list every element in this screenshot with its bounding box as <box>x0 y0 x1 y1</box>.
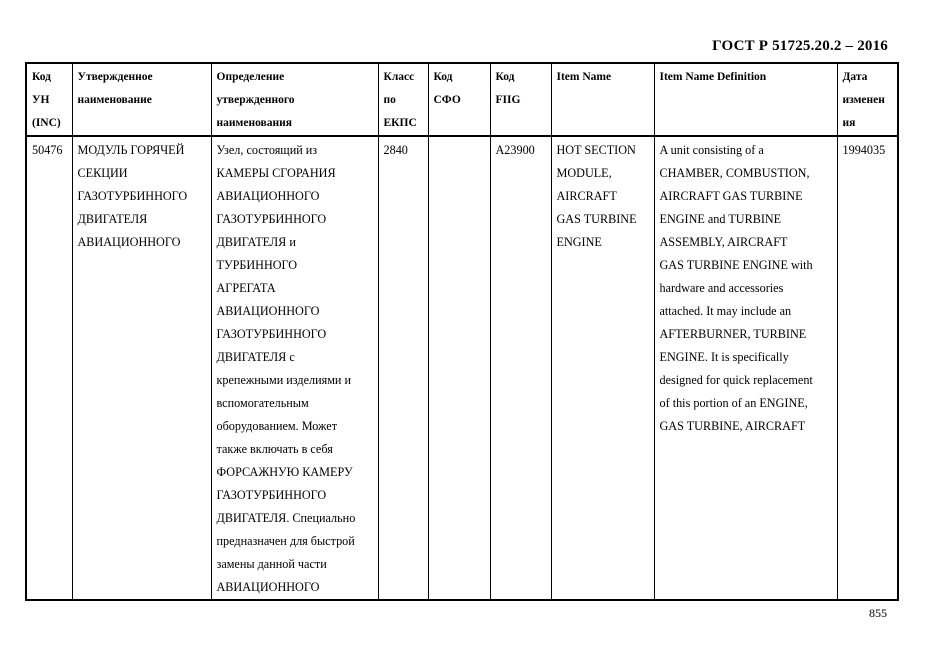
item-name-table <box>25 62 899 601</box>
cell-approved-name: МОДУЛЬ ГОРЯЧЕЙ СЕКЦИИ ГАЗОТУРБИННОГО ДВИГАТЕЛЯ АВИАЦИОННОГО <box>72 136 211 600</box>
header-inc: Код УН (INC) <box>26 63 72 136</box>
header-definition: Определение утвержденного наименования <box>211 63 378 136</box>
header-item-name-definition: Item Name Definition <box>654 63 837 136</box>
cell-change-date: 1994035 <box>837 136 898 600</box>
header-approved-name: Утвержденное наименование <box>72 63 211 136</box>
cell-ekps-class: 2840 <box>378 136 428 600</box>
page-number: 855 <box>869 606 887 620</box>
document-number: ГОСТ Р 51725.20.2 – 2016 <box>712 38 888 54</box>
cell-definition: Узел, состоящий из КАМЕРЫ СГОРАНИЯ АВИАЦИОННОГО ГАЗОТУРБИННОГО ДВИГАТЕЛЯ и ТУРБИННОГО АГРЕГАТА АВИАЦИОННОГО ГАЗОТУРБИННОГО ДВИГАТЕЛЯ с крепежными изделиями и вспомогательным оборудованием. Может также включать в себя ФОРСАЖНУЮ КАМЕРУ ГАЗОТУРБИННОГО ДВИГАТЕЛЯ. Специально предназначен для быстрой замены данной части АВИАЦИОННОГО <box>211 136 378 600</box>
cell-sfo-code <box>428 136 490 600</box>
header-change-date: Дата изменен ия <box>837 63 898 136</box>
table-row <box>26 136 898 600</box>
header-fiig-code: Код FIIG <box>490 63 551 136</box>
table-header-row <box>26 63 898 136</box>
header-sfo-code: Код СФО <box>428 63 490 136</box>
cell-item-name: HOT SECTION MODULE, AIRCRAFT GAS TURBINE ENGINE <box>551 136 654 600</box>
cell-inc: 50476 <box>26 136 72 600</box>
cell-item-name-definition: A unit consisting of a CHAMBER, COMBUSTION, AIRCRAFT GAS TURBINE ENGINE and TURBINE ASSEMBLY, AIRCRAFT GAS TURBINE ENGINE with hardware and accessories attached. It may include an AFTERBURNER, TURBINE ENGINE. It is specifically designed for quick replacement of this portion of an ENGINE, GAS TURBINE, AIRCRAFT <box>654 136 837 600</box>
header-ekps-class: Класс по ЕКПС <box>378 63 428 136</box>
header-item-name: Item Name <box>551 63 654 136</box>
cell-fiig-code: A23900 <box>490 136 551 600</box>
